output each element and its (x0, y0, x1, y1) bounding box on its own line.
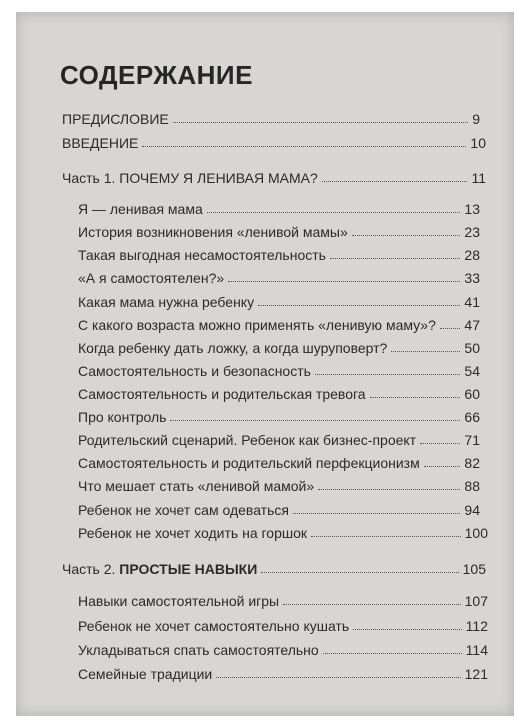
toc-entry-page: 10 (470, 135, 486, 151)
dot-leader (420, 443, 460, 444)
toc-part-1 (62, 164, 486, 186)
dot-leader (142, 146, 466, 147)
toc-part-title (62, 561, 257, 577)
toc-entry-title: ВВЕДЕНИЕ (62, 135, 139, 151)
toc-entry-page: 11 (471, 170, 486, 186)
toc-entry-page: 28 (464, 247, 480, 263)
dot-leader (261, 572, 458, 573)
toc-entry (78, 380, 480, 402)
toc-entry (78, 218, 480, 240)
toc-entry-page: 82 (464, 455, 480, 471)
dot-leader (440, 328, 461, 329)
toc-entry-introduction (62, 129, 486, 151)
dot-leader (424, 466, 461, 467)
dot-leader (170, 420, 460, 421)
dot-leader (173, 122, 468, 123)
dot-leader (216, 677, 460, 678)
toc-entry (78, 241, 480, 263)
toc-entry-page: 9 (472, 111, 480, 127)
dot-leader (315, 374, 460, 375)
toc-entry-page: 114 (465, 642, 488, 658)
dot-leader (258, 305, 460, 306)
dot-leader (391, 351, 460, 352)
toc-entry-title: «А я самостоятелен?» (78, 270, 225, 286)
dot-leader (353, 629, 462, 630)
toc-entry-title: Про контроль (78, 409, 167, 425)
toc-entry-title: Какая мама нужна ребенку (78, 294, 255, 310)
dot-leader (323, 653, 462, 654)
dot-leader (207, 212, 461, 213)
toc-entry-page: 94 (464, 502, 480, 518)
toc-entry (78, 334, 480, 356)
toc-entry-title: История возникновения «ленивой мамы» (78, 224, 348, 240)
toc-entry-page: 33 (464, 270, 480, 286)
toc-entry-title: Самостоятельность и родительский перфекционизм (78, 455, 420, 471)
toc-entry-title: Что мешает стать «ленивой мамой» (78, 478, 315, 494)
toc-entry-page: 66 (464, 409, 480, 425)
toc-entry-page: 13 (464, 201, 480, 217)
dot-leader (283, 604, 461, 605)
toc-part-name: ПРОСТЫЕ НАВЫКИ (119, 561, 258, 577)
toc-entry-page: 112 (465, 618, 488, 634)
toc-entry-page: 100 (464, 525, 488, 541)
toc-part-title: Часть 1. ПОЧЕМУ Я ЛЕНИВАЯ МАМА? (62, 170, 318, 186)
toc-entry-title: Навыки самостоятельной игры (78, 593, 280, 609)
toc-entry (78, 403, 480, 425)
toc-entry-preface (62, 105, 480, 127)
dot-leader (228, 281, 460, 282)
toc-entry-page: 23 (464, 224, 480, 240)
toc-entry-page: 50 (464, 340, 480, 356)
toc-entry (78, 311, 480, 333)
toc-entry-page: 107 (464, 593, 488, 609)
toc-entry (78, 519, 488, 541)
toc-entry (78, 264, 480, 286)
toc-entry-title: Родительский сценарий. Ребенок как бизнес-проект (78, 432, 417, 448)
toc-entry-title: ПРЕДИСЛОВИЕ (62, 111, 169, 127)
dot-leader (322, 181, 468, 182)
toc-entry-title: Укладываться спать самостоятельно (78, 642, 319, 658)
toc-entry-title: Я — ленивая мама (78, 201, 203, 217)
toc-entry-title: Ребенок не хочет сам одеваться (78, 502, 289, 518)
dot-leader (352, 235, 461, 236)
toc-entry-title: Ребенок не хочет ходить на горшок (78, 525, 308, 541)
toc-entry-title: С какого возраста можно применять «ленивую маму»? (78, 317, 436, 333)
contents-heading: СОДЕРЖАНИЕ (60, 60, 253, 90)
toc-entry-page: 41 (464, 294, 480, 310)
dot-leader (318, 489, 460, 490)
dot-leader (311, 536, 461, 537)
toc-entry-page: 105 (462, 561, 486, 577)
toc-entry (78, 496, 480, 518)
toc-entry (78, 449, 480, 471)
dot-leader (370, 397, 461, 398)
toc-entry (78, 587, 488, 609)
toc-entry (78, 195, 480, 217)
toc-entry (78, 472, 480, 494)
toc-part-prefix: Часть 2. (62, 561, 120, 577)
toc-entry-title: Ребенок не хочет самостоятельно кушать (78, 618, 350, 634)
toc-entry (78, 288, 480, 310)
toc-entry-title: Самостоятельность и родительская тревога (78, 386, 366, 402)
toc-part-2 (62, 555, 486, 577)
toc-entry-page: 88 (464, 478, 480, 494)
toc-entry-title: Самостоятельность и безопасность (78, 363, 311, 379)
toc-entry (78, 636, 488, 658)
toc-entry-page: 121 (464, 666, 488, 682)
toc-entry (78, 357, 480, 379)
toc-entry (78, 660, 488, 682)
toc-entry (78, 612, 488, 634)
toc-entry (78, 426, 480, 448)
book-page (16, 12, 514, 716)
toc-entry-title: Такая выгодная несамостоятельность (78, 247, 326, 263)
toc-entry-title: Семейные традиции (78, 666, 213, 682)
toc-entry-page: 54 (464, 363, 480, 379)
dot-leader (330, 258, 460, 259)
toc-entry-page: 71 (464, 432, 480, 448)
toc-entry-title: Когда ребенку дать ложку, а когда шуруповерт? (78, 340, 388, 356)
dot-leader (293, 513, 460, 514)
toc-entry-page: 47 (464, 317, 480, 333)
table-of-contents (16, 12, 514, 716)
toc-entry-page: 60 (464, 386, 480, 402)
